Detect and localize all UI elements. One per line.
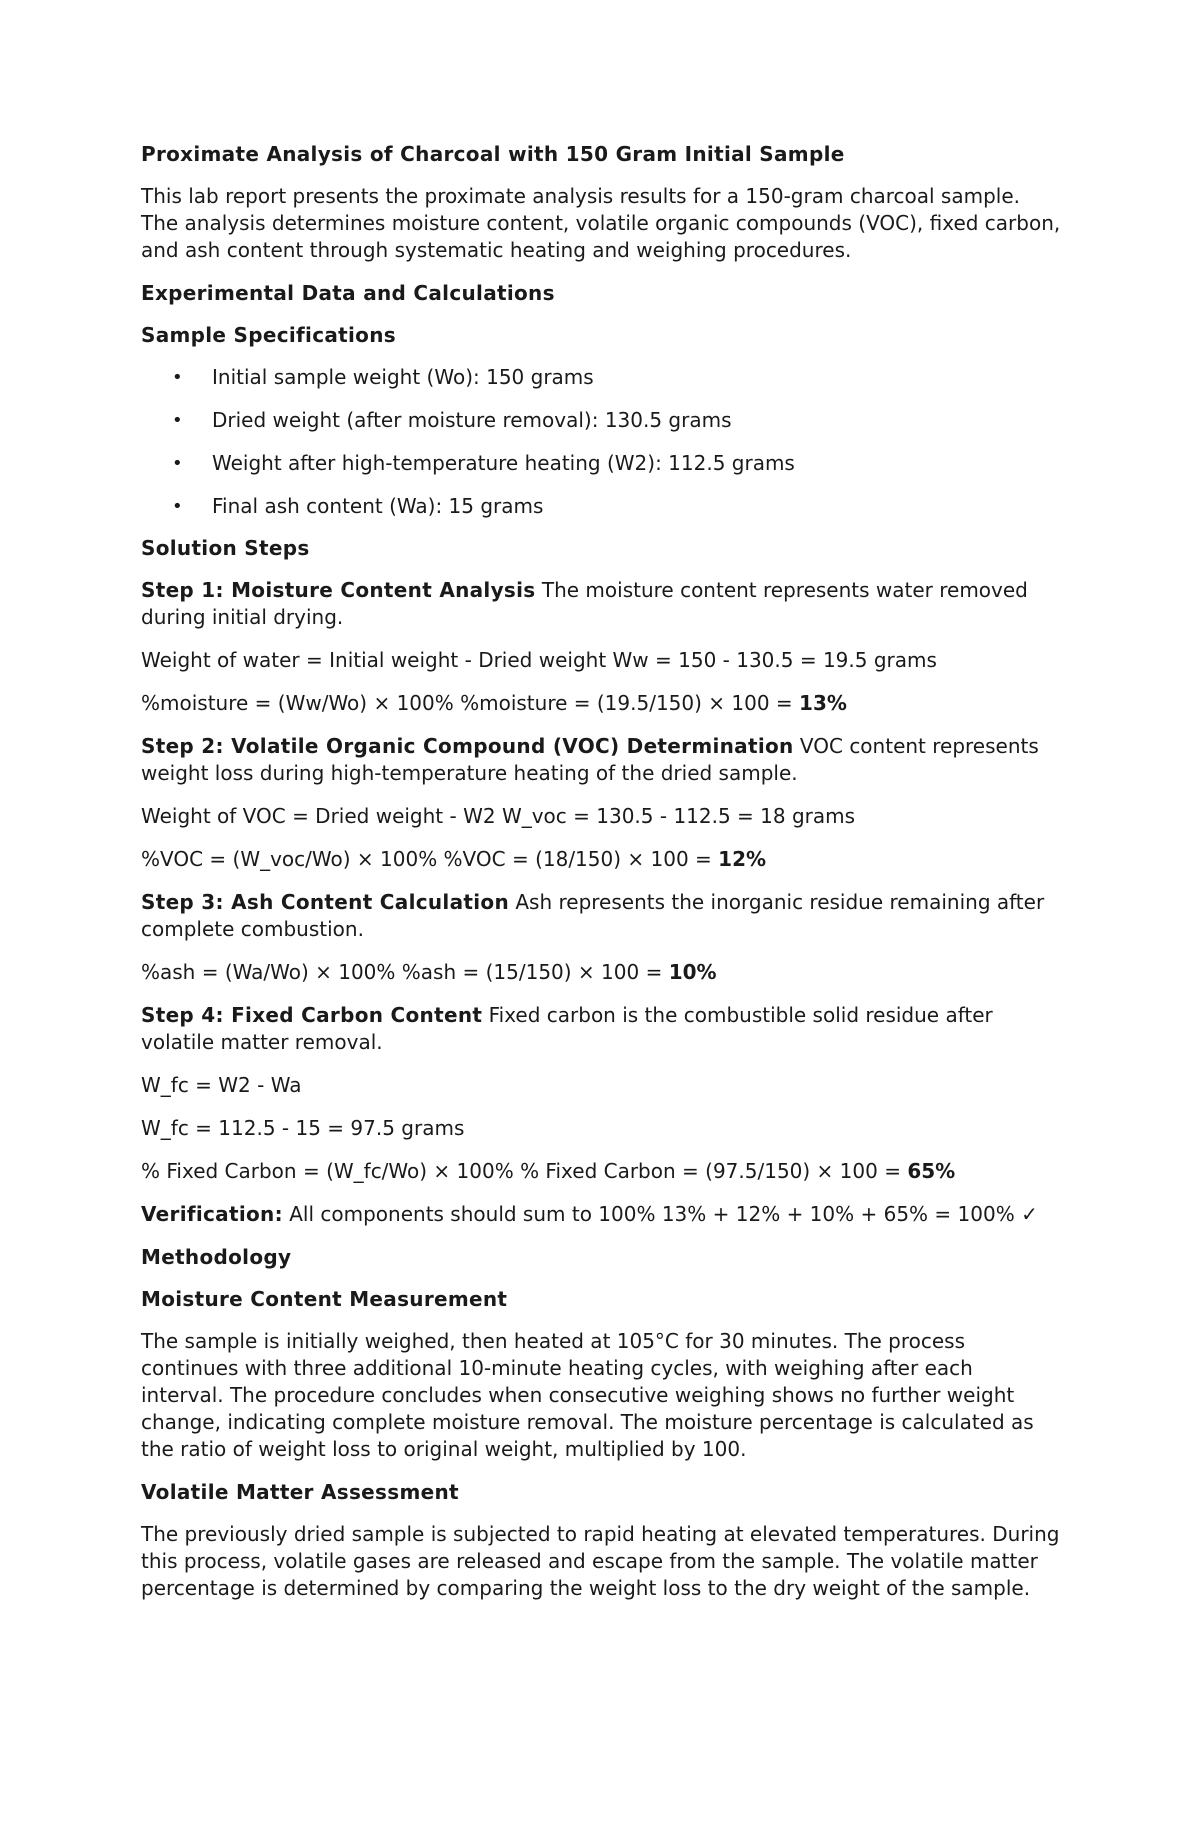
- step3-result: 10%: [668, 960, 717, 984]
- step4-result: 65%: [907, 1159, 956, 1183]
- step2-equation-2: [141, 846, 1061, 873]
- list-item: [141, 450, 1061, 477]
- step1-heading: Step 1: Moisture Content Analysis: [141, 578, 536, 602]
- step1-result: 13%: [799, 691, 847, 715]
- verification-paragraph: [141, 1201, 1061, 1228]
- list-item: [141, 407, 1061, 434]
- specs-list: [141, 364, 1061, 520]
- moisture-measurement-heading: Moisture Content Measurement: [141, 1287, 508, 1311]
- section-heading-experimental: Experimental Data and Calculations: [141, 281, 555, 305]
- document-page: [141, 141, 1061, 1618]
- spec-text: Weight after high-temperature heating (W2): 112.5 grams: [212, 451, 795, 475]
- step1-text: The moisture content represents water removed during initial drying.: [141, 578, 1028, 629]
- step3-eq1-text: %ash = (Wa/Wo) × 100% %ash = (15/150) × 100 =: [141, 960, 669, 984]
- step3-text: Ash represents the inorganic residue remaining after complete combustion.: [141, 890, 1045, 941]
- step1-eq2-text: %moisture = (Ww/Wo) × 100% %moisture = (19.5/150) × 100 =: [141, 691, 800, 715]
- spec-text: Final ash content (Wa): 15 grams: [212, 494, 544, 518]
- verification-heading: Verification:: [141, 1202, 283, 1226]
- page-title: Proximate Analysis of Charcoal with 150 Gram Initial Sample: [141, 142, 845, 166]
- step1-paragraph: [141, 577, 1061, 631]
- step4-text: Fixed carbon is the combustible solid residue after volatile matter removal.: [141, 1003, 993, 1054]
- bullet-icon: •: [172, 410, 183, 431]
- spec-text: Dried weight (after moisture removal): 130.5 grams: [212, 408, 732, 432]
- step1-equation-2: [141, 690, 1061, 717]
- step3-equation-1: [141, 959, 1061, 986]
- step4-heading: Step 4: Fixed Carbon Content: [141, 1003, 483, 1027]
- step4-paragraph: [141, 1002, 1061, 1056]
- verification-text: All components should sum to 100% 13% + 12% + 10% + 65% = 100% ✓: [282, 1202, 1038, 1226]
- bullet-icon: •: [172, 367, 183, 388]
- step2-equation-1: Weight of VOC = Dried weight - W2 W_voc = 130.5 - 112.5 = 18 grams: [141, 804, 856, 828]
- step4-equation-1: W_fc = W2 - Wa: [141, 1073, 302, 1097]
- bullet-icon: •: [172, 496, 183, 517]
- section-heading-methodology: Methodology: [141, 1245, 292, 1269]
- step2-eq2-text: %VOC = (W_voc/Wo) × 100% %VOC = (18/150) × 100 =: [141, 847, 719, 871]
- intro-paragraph: This lab report presents the proximate analysis results for a 150-gram charcoal sample. The analysis determines moisture content, volatile organic compounds (VOC), fixed carbon, and ash content through systematic heating and weighing procedures.: [141, 184, 1061, 262]
- step2-result: 12%: [718, 847, 767, 871]
- bullet-icon: •: [172, 453, 183, 474]
- step3-paragraph: [141, 889, 1061, 943]
- section-heading-specs: Sample Specifications: [141, 323, 396, 347]
- list-item: [141, 364, 1061, 391]
- step2-text: VOC content represents weight loss during high-temperature heating of the dried sample.: [141, 734, 1039, 785]
- step3-heading: Step 3: Ash Content Calculation: [141, 890, 509, 914]
- step1-equation-1: Weight of water = Initial weight - Dried weight Ww = 150 - 130.5 = 19.5 grams: [141, 648, 937, 672]
- volatile-assessment-heading: Volatile Matter Assessment: [141, 1480, 459, 1504]
- step4-equation-2: W_fc = 112.5 - 15 = 97.5 grams: [141, 1116, 465, 1140]
- volatile-assessment-paragraph: The previously dried sample is subjected to rapid heating at elevated temperatures. During this process, volatile gases are released and escape from the sample. The volatile matter percentage is determined by comparing the weight loss to the dry weight of the sample.: [141, 1522, 1060, 1600]
- spec-text: Initial sample weight (Wo): 150 grams: [212, 365, 594, 389]
- step2-paragraph: [141, 733, 1061, 787]
- section-heading-solution: Solution Steps: [141, 536, 310, 560]
- moisture-measurement-paragraph: The sample is initially weighed, then heated at 105°C for 30 minutes. The process continues with three additional 10-minute heating cycles, with weighing after each interval. The procedure concludes when consecutive weighing shows no further weight change, indicating complete moisture removal. The moisture percentage is calculated as the ratio of weight loss to original weight, multiplied by 100.: [141, 1329, 1034, 1461]
- list-item: [141, 493, 1061, 520]
- step4-equation-3: [141, 1158, 1061, 1185]
- step2-heading: Step 2: Volatile Organic Compound (VOC) Determination: [141, 734, 794, 758]
- step4-eq3-text: % Fixed Carbon = (W_fc/Wo) × 100% % Fixed Carbon = (97.5/150) × 100 =: [141, 1159, 908, 1183]
